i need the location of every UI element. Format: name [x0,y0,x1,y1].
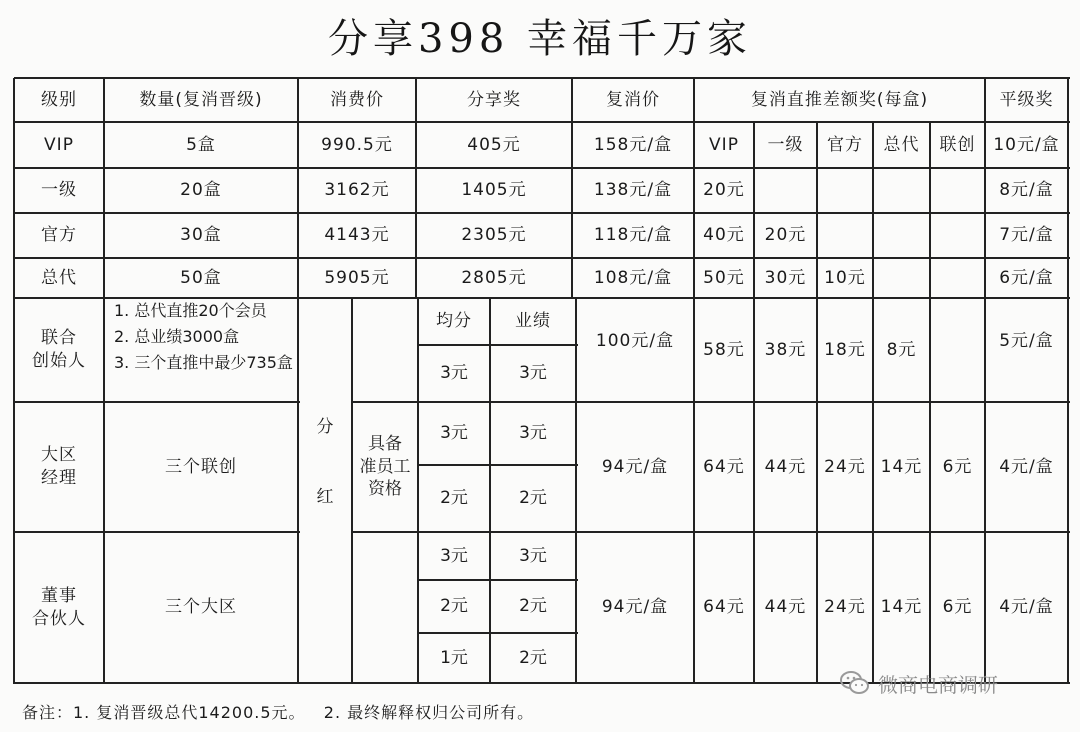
repurchase-cell: 108元/盒 [593,267,673,288]
level-cell: 董事 合伙人 [32,585,86,629]
grid-line [489,298,491,684]
grid-line [872,298,874,684]
grid-line [103,298,105,684]
diff-cell: 20元 [703,180,745,201]
level-cell: 官方 [41,225,77,246]
diff-cell: 58元 [703,339,745,360]
quantity-cell: 30盒 [180,225,222,246]
grid-line [816,122,818,299]
grid-line [103,78,105,299]
dividend-label: 红 [316,486,334,507]
peer-reward-cell: 5元/盒 [999,331,1054,351]
diff-cell: 44元 [764,597,807,618]
grid-line [418,579,578,581]
diff-cell: 6元 [942,597,973,618]
quantity-cell: 50盒 [180,267,222,288]
wechat-icon [840,670,870,696]
grid-line [14,401,300,403]
dividend-avg-cell: 3元 [440,545,468,566]
grid-line [14,212,1070,214]
dividend-perf-cell: 2元 [519,647,547,668]
grid-line [351,298,353,684]
quantity-cell: 20盒 [180,180,222,201]
diff-cell: 40元 [703,225,745,246]
peer-reward-cell: 4元/盒 [999,456,1054,477]
diff-cell: 18元 [824,339,866,360]
grid-line [14,297,1070,299]
diff-subheader: 总代 [883,134,920,155]
grid-line [693,298,695,684]
grid-line [575,298,577,684]
header-peer-reward: 平级奖 [999,89,1054,110]
diff-cell: 6元 [942,456,973,477]
dividend-perf-header: 业绩 [515,311,551,332]
requirement-cell: 三个联创 [165,456,237,477]
grid-line [418,344,578,346]
repurchase-cell: 100元/盒 [595,331,675,351]
diff-cell: 64元 [703,456,745,477]
dividend-avg-header: 均分 [436,311,472,332]
grid-line [693,78,695,299]
diff-cell [754,168,817,213]
watermark [840,666,998,700]
diff-cell [930,298,985,402]
peer-reward-cell: 8元/盒 [999,180,1054,201]
dividend-avg-cell: 2元 [440,488,468,509]
quantity-cell: 5盒 [186,134,216,155]
header-price: 消费价 [330,89,384,110]
grid-line [415,78,417,299]
share-reward-cell: 2305元 [461,225,527,246]
share-reward-cell: 2805元 [461,267,527,288]
requirement-item: 3. 三个直推中最少735盒 [114,353,293,372]
peer-reward-cell: 6元/盒 [999,267,1054,288]
grid-line [352,401,1070,403]
price-cell: 3162元 [324,180,390,201]
diff-cell: 24元 [824,456,866,477]
diff-cell: 24元 [824,597,866,618]
share-reward-cell: 405元 [467,134,521,155]
dividend-perf-cell: 3元 [519,545,547,566]
dividend-avg-cell: 1元 [440,647,468,668]
diff-cell [873,258,930,298]
repurchase-cell: 94元/盒 [601,456,669,477]
diff-cell [930,213,985,258]
diff-cell: 50元 [703,267,745,288]
peer-reward-cell: 4元/盒 [999,597,1054,618]
qualification-cell: 具备 准员工 资格 [359,433,411,500]
diff-cell: 44元 [764,456,807,477]
grid-line [298,682,578,684]
footer-note: 备注：1. 复消晋级总代14200.5元。 2. 最终解释权归公司所有。 [22,703,535,722]
repurchase-cell: 94元/盒 [601,597,669,618]
grid-line [14,77,1070,79]
grid-line [418,632,578,634]
header-repurchase-price: 复消价 [606,89,660,110]
requirement-item: 2. 总业绩3000盒 [114,327,240,346]
diff-cell: 14元 [880,597,923,618]
diff-cell: 64元 [703,597,745,618]
diff-subheader: 一级 [767,134,804,155]
grid-line [929,298,931,684]
dividend-perf-cell: 2元 [519,488,547,509]
diff-cell: 8元 [886,339,917,360]
repurchase-cell: 118元/盒 [593,225,673,246]
diff-cell [930,168,985,213]
share-reward-cell: 1405元 [461,180,527,201]
grid-line [14,167,1070,169]
price-cell: 5905元 [324,267,390,288]
header-diff-reward: 复消直推差额奖(每盒) [750,89,929,110]
dividend-perf-cell: 3元 [519,363,547,384]
diff-cell: 38元 [764,339,807,360]
level-cell: VIP [44,134,74,155]
diff-cell [817,168,873,213]
grid-line [929,122,931,299]
grid-line [984,298,986,684]
dividend-avg-cell: 2元 [440,596,468,617]
diff-cell [873,213,930,258]
grid-line [753,122,755,299]
peer-reward-cell: 7元/盒 [999,225,1054,246]
dividend-avg-cell: 3元 [440,423,468,444]
diff-subheader: 官方 [827,134,863,155]
level-cell: 总代 [41,267,77,288]
grid-line [14,531,300,533]
grid-line [14,257,1070,259]
dividend-avg-cell: 3元 [440,363,468,384]
diff-cell: 20元 [764,225,807,246]
diff-cell [817,213,873,258]
requirement-cell: 三个大区 [165,597,237,618]
header-share-reward: 分享奖 [467,89,521,110]
grid-line [352,531,1070,533]
diff-cell: 14元 [880,456,923,477]
header-level: 级别 [41,89,77,110]
grid-line [753,298,755,684]
diff-cell [873,168,930,213]
grid-line [14,682,300,684]
diff-cell [930,258,985,298]
grid-line [984,78,986,299]
grid-line [418,464,578,466]
price-cell: 4143元 [324,225,390,246]
grid-line [571,78,573,299]
level-cell: 大区 经理 [41,445,77,488]
diff-cell: 30元 [764,267,807,288]
watermark-text: 微商电商调研 [878,672,998,697]
requirements-list [104,298,298,402]
diff-cell: 10元 [824,267,866,288]
header-quantity: 数量(复消晋级) [139,89,263,110]
grid-line [297,298,299,684]
peer-reward-cell: 10元/盒 [993,134,1060,155]
grid-line [417,298,419,684]
level-cell: 联合 创始人 [32,328,86,371]
dividend-perf-cell: 3元 [519,423,547,444]
dividend-label: 分 [316,416,334,437]
grid-line [297,78,299,299]
diff-subheader: 联创 [939,134,976,155]
level-cell: 一级 [41,180,77,201]
page-title: 分享398 幸福千万家 [327,16,753,62]
grid-line [14,121,1070,123]
grid-line [816,298,818,684]
repurchase-cell: 158元/盒 [593,134,673,155]
repurchase-cell: 138元/盒 [593,180,673,201]
grid-line [872,122,874,299]
diff-subheader: VIP [709,134,739,155]
dividend-perf-cell: 2元 [519,596,547,617]
requirement-item: 1. 总代直推20个会员 [114,301,267,320]
price-cell: 990.5元 [321,134,393,155]
